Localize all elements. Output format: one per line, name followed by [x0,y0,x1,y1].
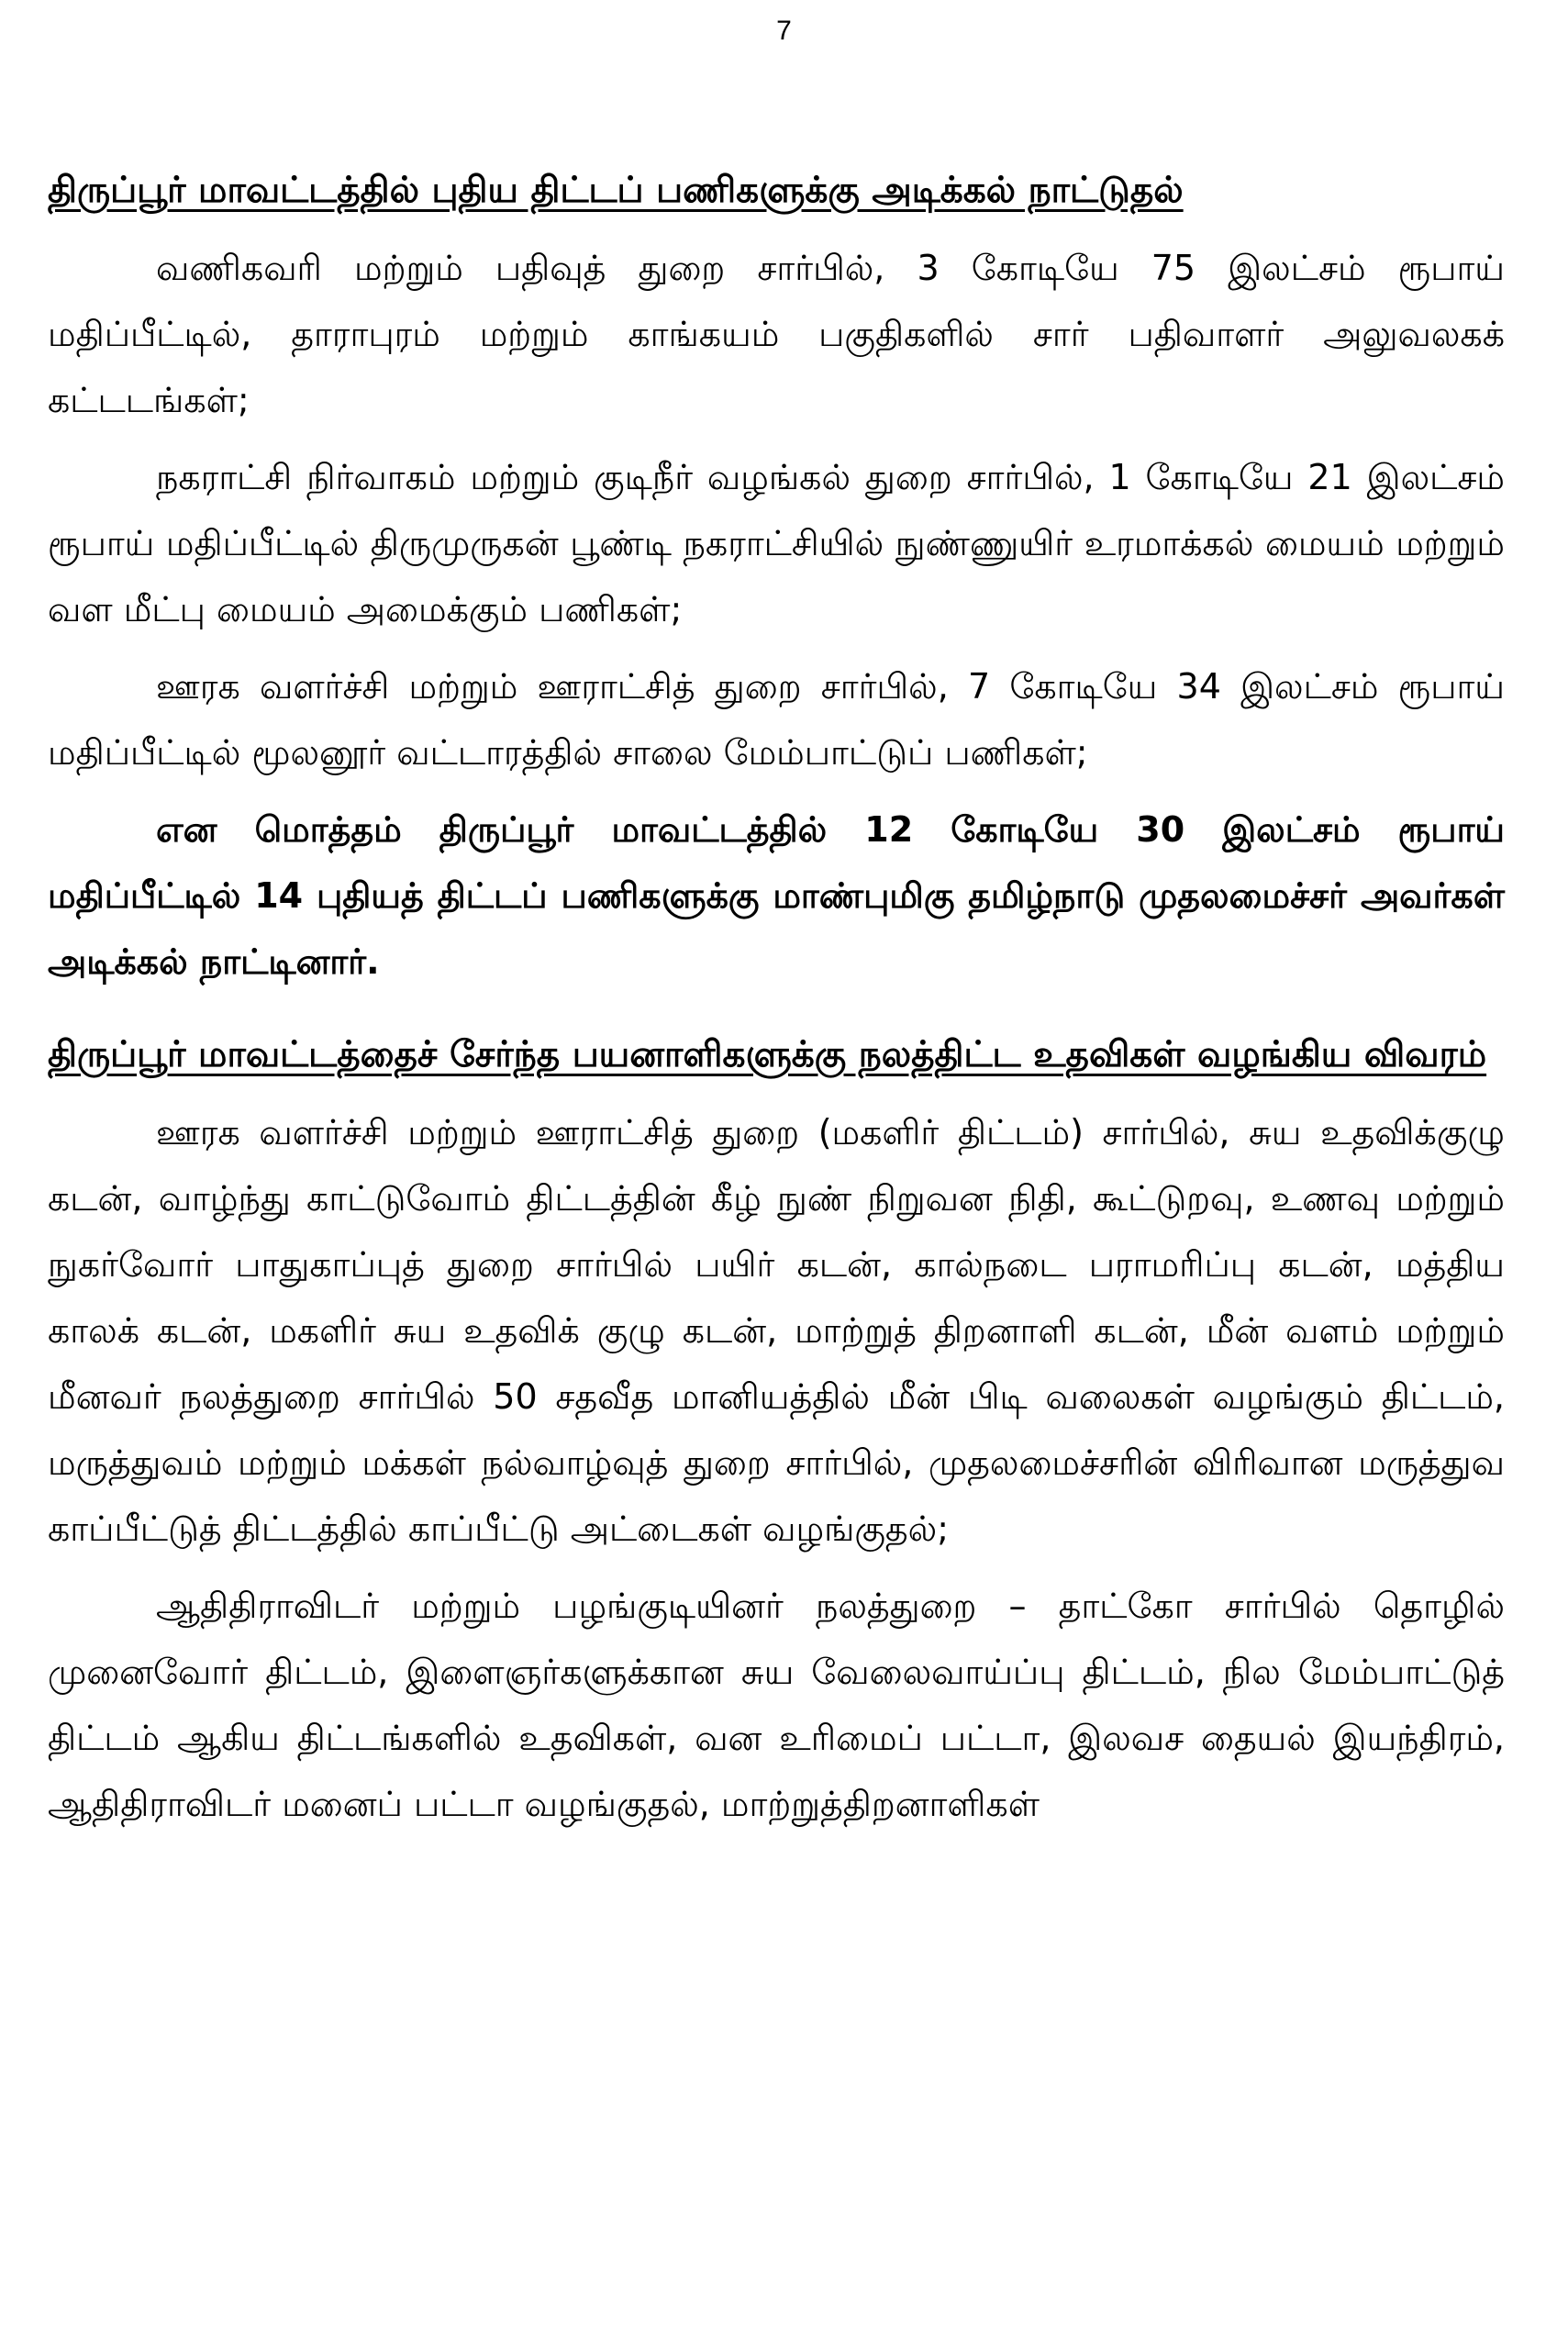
section-heading-foundation-stone: திருப்பூர் மாவட்டத்தில் புதிய திட்டப் பணிகளுக்கு அடிக்கல் நாட்டுதல் [48,170,1184,211]
paragraph-welfare-schemes: ஊரக வளர்ச்சி மற்றும் ஊராட்சித் துறை (மகளிர் திட்டம்) சார்பில், சுய உதவிக்குழு கடன், வாழ்ந்து காட்டுவோம் திட்டத்தின் கீழ் நுண் நிறுவன நிதி, கூட்டுறவு, உணவு மற்றும் நுகர்வோர் பாதுகாப்புத் துறை சார்பில் பயிர் கடன், கால்நடை பராமரிப்பு கடன், மத்திய காலக் கடன், மகளிர் சுய உதவிக் குழு கடன், மாற்றுத் திறனாளி கடன், மீன் வளம் மற்றும் மீனவர் நலத்துறை சார்பில் 50 சதவீத மானியத்தில் மீன் பிடி வலைகள் வழங்கும் திட்டம், மருத்துவம் மற்றும் மக்கள் நல்வாழ்வுத் துறை சார்பில், முதலமைச்சரின் விரிவான மருத்துவ காப்பீட்டுத் திட்டத்தில் காப்பீட்டு அட்டைகள் வழங்குதல்; [48,1112,1505,1549]
paragraph-adi-dravidar-welfare: ஆதிதிராவிடர் மற்றும் பழங்குடியினர் நலத்துறை – தாட்கோ சார்பில் தொழில் முனைவோர் திட்டம், இளைஞர்களுக்கான சுய வேலைவாய்ப்பு திட்டம், நில மேம்பாட்டுத் திட்டம் ஆகிய திட்டங்களில் உதவிகள், வன உரிமைப் பட்டா, இலவச தையல் இயந்திரம், ஆதிதிராவிடர் மனைப் பட்டா வழங்குதல், மாற்றுத்திறனாளிகள் [48,1586,1505,1824]
paragraph-commercial-tax: வணிகவரி மற்றும் பதிவுத் துறை சார்பில், 3 கோடியே 75 இலட்சம் ரூபாய் மதிப்பீட்டில், தாராபுரம் மற்றும் காங்கயம் பகுதிகளில் சார் பதிவாளர் அலுவலகக் கட்டடங்கள்; [48,248,1505,420]
paragraph-municipal-admin: நகராட்சி நிர்வாகம் மற்றும் குடிநீர் வழங்கல் துறை சார்பில், 1 கோடியே 21 இலட்சம் ரூபாய் மதிப்பீட்டில் திருமுருகன் பூண்டி நகராட்சியில் நுண்ணுயிர் உரமாக்கல் மையம் மற்றும் வள மீட்பு மையம் அமைக்கும் பணிகள்; [48,457,1505,629]
paragraph-rural-development: ஊரக வளர்ச்சி மற்றும் ஊராட்சித் துறை சார்பில், 7 கோடியே 34 இலட்சம் ரூபாய் மதிப்பீட்டில் மூலனூர் வட்டாரத்தில் சாலை மேம்பாட்டுப் பணிகள்; [48,666,1505,773]
document-body [48,158,1505,1837]
paragraph-total-summary: என மொத்தம் திருப்பூர் மாவட்டத்தில் 12 கோடியே 30 இலட்சம் ரூபாய் மதிப்பீட்டில் 14 புதியத் திட்டப் பணிகளுக்கு மாண்புமிகு தமிழ்நாடு முதலமைச்சர் அவர்கள் அடிக்கல் நாட்டினார். [48,809,1505,982]
section-heading-welfare-assistance: திருப்பூர் மாவட்டத்தைச் சேர்ந்த பயனாளிகளுக்கு நலத்திட்ட உதவிகள் வழங்கிய விவரம் [48,1034,1487,1075]
page-number: 7 [776,16,792,46]
